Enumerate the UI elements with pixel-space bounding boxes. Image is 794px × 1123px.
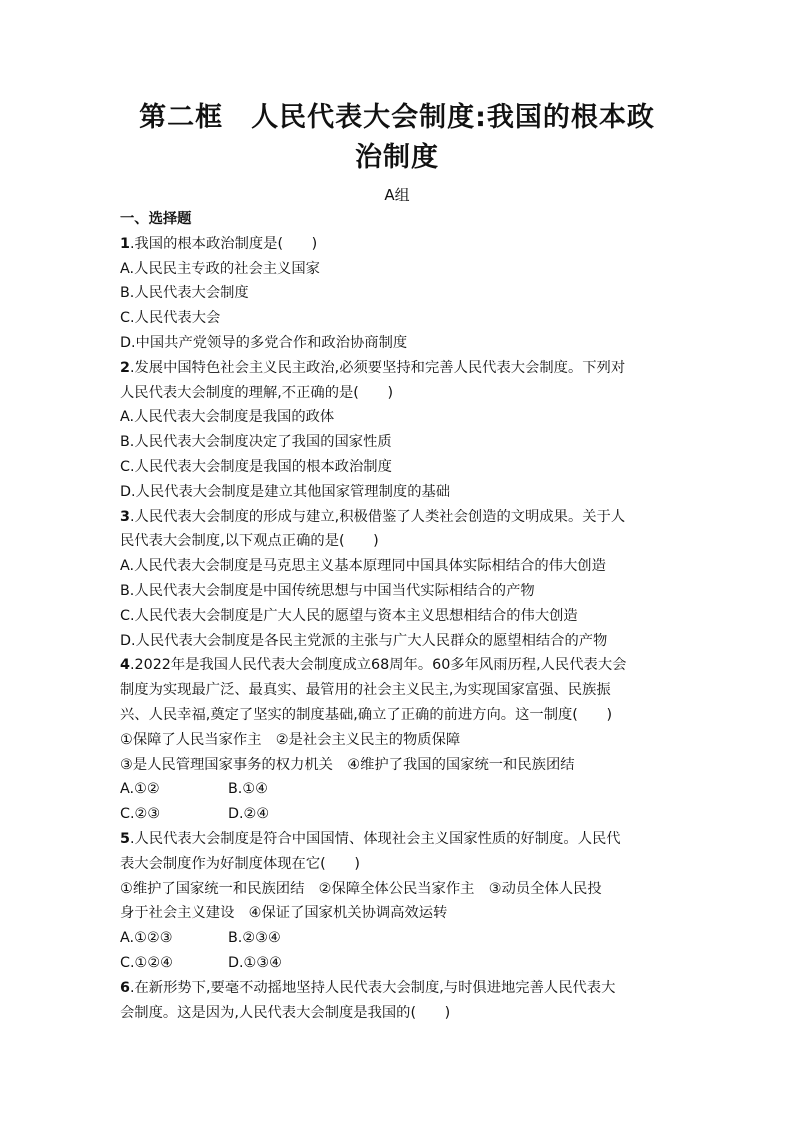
page-title-line-2: 治制度: [355, 142, 439, 173]
question-1: [120, 232, 680, 356]
question-5: [120, 827, 680, 976]
option-c: C.人民代表大会制度是广大人民的愿望与资本主义思想相结合的伟大创造: [120, 607, 578, 624]
option-a: A.①②: [120, 781, 160, 798]
question-number: 3: [120, 508, 130, 525]
question-stem: .2022年是我国人民代表大会制度成立68周年。60多年风雨历程,人民代表大会: [129, 657, 627, 674]
question-stem-cont: 人民代表大会制度的理解,不正确的是( ): [120, 384, 394, 401]
question-stem: .人民代表大会制度是符合中国国情、体现社会主义国家性质的好制度。人民代: [129, 830, 621, 847]
statement-line: ③是人民管理国家事务的权力机关 ④维护了我国的国家统一和民族团结: [120, 756, 575, 773]
option-a: A.人民民主专政的社会主义国家: [120, 260, 320, 277]
question-2: [120, 356, 680, 505]
question-stem-cont: 民代表大会制度,以下观点正确的是( ): [120, 533, 379, 550]
question-stem-cont: 表大会制度作为好制度体现在它( ): [120, 855, 360, 872]
option-c: C.②③: [120, 806, 161, 823]
option-b: B.②③④: [228, 930, 281, 947]
question-stem-cont: 会制度。这是因为,人民代表大会制度是我国的( ): [120, 1004, 451, 1021]
question-3: [120, 505, 680, 654]
question-stem: .人民代表大会制度的形成与建立,积极借鉴了人类社会创造的文明成果。关于人: [129, 508, 626, 525]
option-b: B.人民代表大会制度是中国传统思想与中国当代实际相结合的产物: [120, 582, 535, 599]
statement-line: 身于社会主义建设 ④保证了国家机关协调高效运转: [120, 905, 448, 922]
question-number: 1: [120, 235, 130, 252]
question-list: [120, 207, 680, 1025]
option-c: C.①②④: [120, 954, 173, 971]
question-stem: .发展中国特色社会主义民主政治,必须要坚持和完善人民代表大会制度。下列对: [129, 359, 626, 376]
group-label: A组: [384, 186, 410, 204]
question-stem-cont: 兴、人民幸福,奠定了坚实的制度基础,确立了正确的前进方向。这一制度( ): [120, 706, 613, 723]
question-number: 4: [120, 657, 130, 674]
question-stem: .我国的根本政治制度是( ): [129, 235, 318, 252]
question-4: [120, 653, 680, 827]
question-stem: .在新形势下,要毫不动摇地坚持人民代表大会制度,与时俱进地完善人民代表大: [129, 979, 616, 996]
option-c: C.人民代表大会: [120, 310, 221, 327]
question-stem-cont: 制度为实现最广泛、最真实、最管用的社会主义民主,为实现国家富强、民族振: [120, 682, 611, 699]
option-b: B.人民代表大会制度: [120, 285, 249, 302]
option-d: D.中国共产党领导的多党合作和政治协商制度: [120, 334, 408, 351]
question-6: [120, 976, 680, 1026]
option-d: D.人民代表大会制度是建立其他国家管理制度的基础: [120, 483, 451, 500]
page-title-line-1: 第二框 人民代表大会制度:我国的根本政: [139, 102, 655, 133]
option-d: D.①③④: [228, 954, 283, 971]
section-heading: 一、选择题: [120, 211, 192, 227]
option-a: A.①②③: [120, 930, 173, 947]
question-number: 2: [120, 359, 130, 376]
statement-line: ①维护了国家统一和民族团结 ②保障全体公民当家作主 ③动员全体人民投: [120, 880, 602, 897]
question-number: 6: [120, 979, 130, 996]
option-d: D.人民代表大会制度是各民主党派的主张与广大人民群众的愿望相结合的产物: [120, 632, 608, 649]
option-b: B.①④: [228, 781, 268, 798]
option-a: A.人民代表大会制度是马克思主义基本原理同中国具体实际相结合的伟大创造: [120, 558, 606, 575]
statement-line: ①保障了人民当家作主 ②是社会主义民主的物质保障: [120, 731, 461, 748]
option-a: A.人民代表大会制度是我国的政体: [120, 409, 335, 426]
question-number: 5: [120, 830, 130, 847]
option-d: D.②④: [228, 806, 270, 823]
option-b: B.人民代表大会制度决定了我国的国家性质: [120, 434, 392, 451]
option-c: C.人民代表大会制度是我国的根本政治制度: [120, 458, 392, 475]
